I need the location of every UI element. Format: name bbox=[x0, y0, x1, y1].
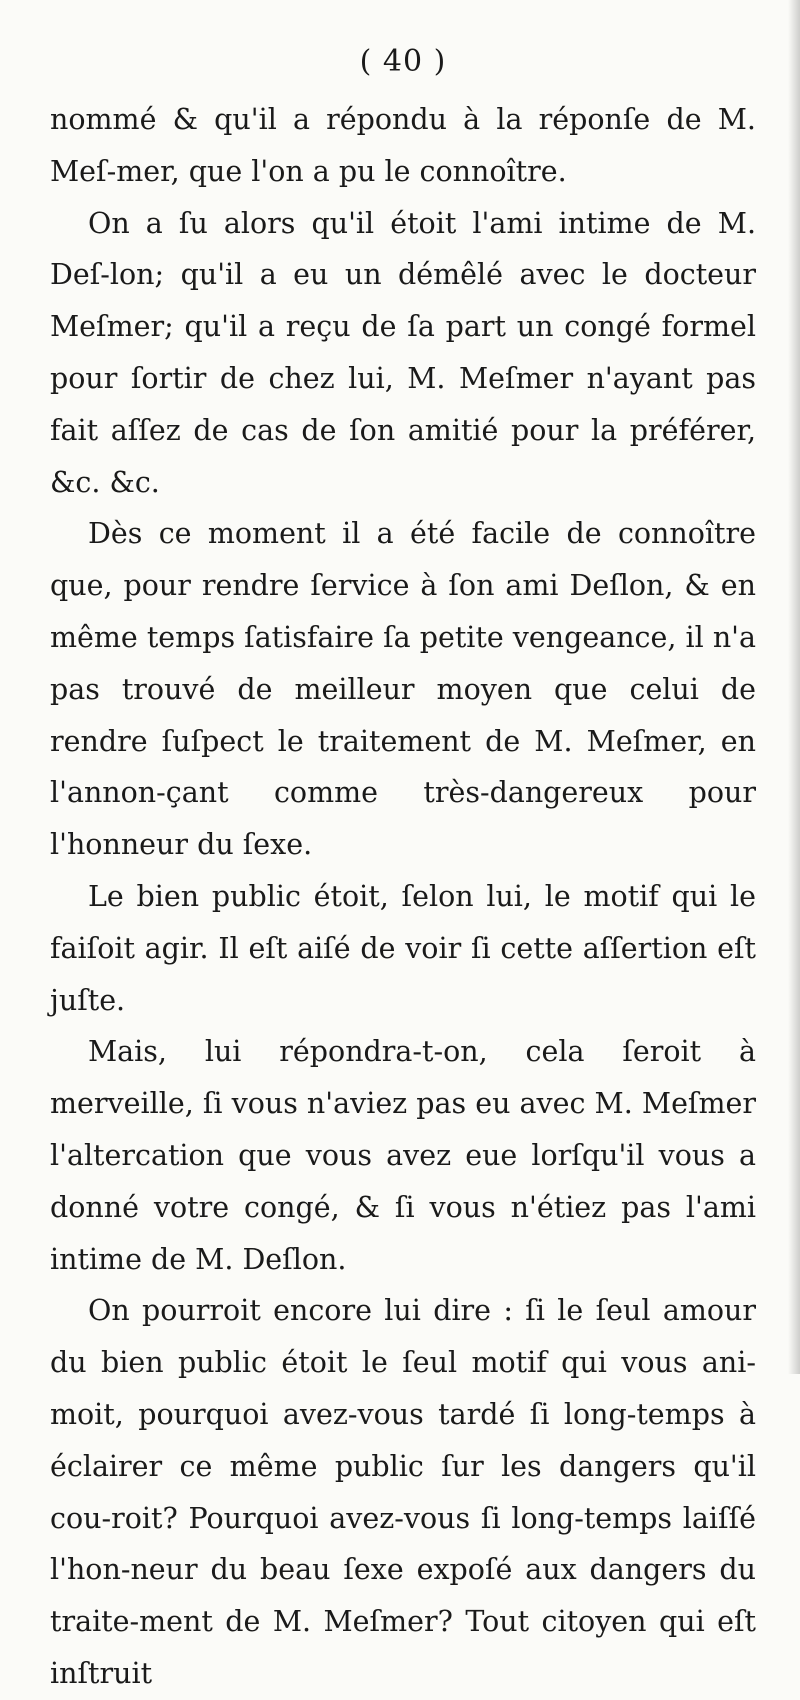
paragraph-3: Dès ce moment il a été facile de connoître que, pour rendre ſervice à ſon ami Deſlon, & en même temps ſatisfaire ſa petite vengeance, il n'a pas trouvé de meilleur moyen que celui de rendre ſuſpect le traitement de M. Meſmer, en l'annon-çant comme très-dangereux pour l'honneur du ſexe. bbox=[50, 517, 756, 862]
paragraph-4: Le bien public étoit, ſelon lui, le motif qui le faiſoit agir. Il eſt aiſé de voir ſi cette aſſertion eſt juſte. bbox=[50, 879, 756, 1017]
paragraph-1: nommé & qu'il a répondu à la réponſe de M. Meſ-mer, que l'on a pu le connoître. bbox=[50, 103, 756, 188]
paragraph-2: On a ſu alors qu'il étoit l'ami intime de M. Deſ-lon; qu'il a eu un démêlé avec le docteur Meſmer; qu'il a reçu de ſa part un congé formel pour ſortir de chez lui, M. Meſmer n'ayant pas fait aſſez de cas de ſon amitié pour la préférer, &c. &c. bbox=[50, 206, 756, 499]
page-edge-shadow bbox=[788, 0, 800, 1374]
paragraph-6: On pourroit encore lui dire : ſi le ſeul amour du bien public étoit le ſeul motif qui vous ani-moit, pourquoi avez-vous tardé ſi long-temps à éclairer ce même public ſur les dangers qu'il cou-roit? Pourquoi avez-vous ſi long-temps laiſſé l'hon-neur du beau ſexe expoſé aux dangers du traite-ment de M. Meſmer? Tout citoyen qui eſt inſtruit bbox=[50, 1294, 756, 1690]
page-number: ( 40 ) bbox=[359, 44, 447, 79]
body-text bbox=[50, 94, 756, 1700]
paragraph-5: Mais, lui répondra-t-on, cela ſeroit à merveille, ſi vous n'aviez pas eu avec M. Meſmer l'altercation que vous avez eue lorſqu'il vous a donné votre congé, & ſi vous n'étiez pas l'ami intime de M. Deſlon. bbox=[50, 1035, 756, 1276]
